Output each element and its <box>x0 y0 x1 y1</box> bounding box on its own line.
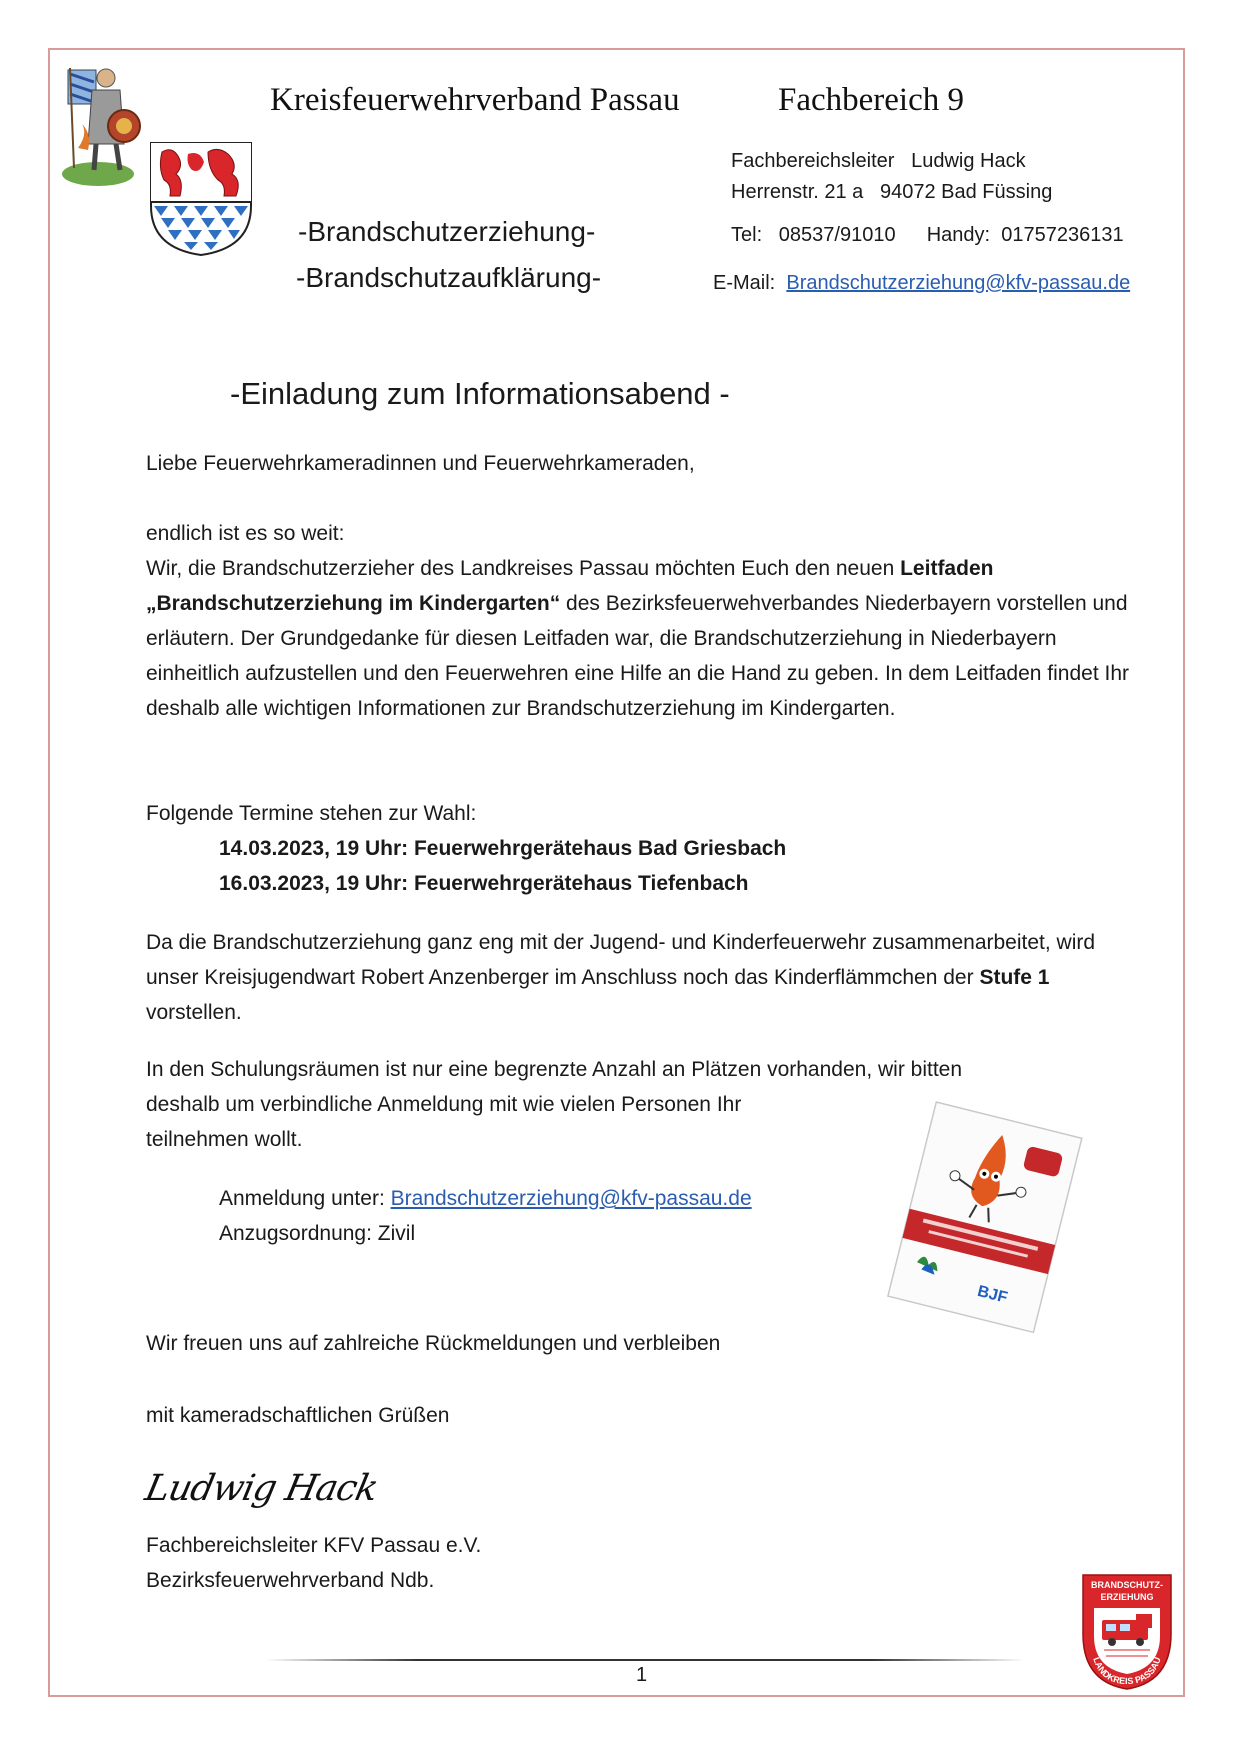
leader-name: Ludwig Hack <box>911 150 1026 172</box>
leader-label: Fachbereichsleiter <box>731 150 895 172</box>
dates-intro: Folgende Termine stehen zur Wahl: <box>146 802 477 825</box>
mobile-label: Handy: <box>926 224 991 246</box>
p2-bold-stufe: Stufe 1 <box>979 966 1050 989</box>
svg-text:BJF: BJF <box>975 1282 1010 1307</box>
p2-text-2: vorstellen. <box>146 1001 242 1024</box>
contact-email <box>713 272 1130 295</box>
p3-line-1: In den Schulungsräumen ist nur eine begrenzte Anzahl an Plätzen vorhanden, wir bitten <box>146 1058 963 1081</box>
p1-bold-title: „Brandschutzerziehung im Kindergarten“ <box>146 592 561 615</box>
closing-1: Wir freuen uns auf zahlreiche Rückmeldungen und verbleiben <box>146 1332 721 1355</box>
p1-bold-leitfaden: Leitfaden <box>900 557 994 580</box>
registration-line <box>219 1181 752 1216</box>
subtitle-brandschutzerziehung: -Brandschutzerziehung- <box>298 216 596 247</box>
page-number: 1 <box>636 1664 648 1686</box>
paragraph-leitfaden <box>146 551 1136 726</box>
email-label: E-Mail: <box>713 272 776 294</box>
subtitle-brandschutzaufklaerung: -Brandschutzaufklärung- <box>296 262 602 293</box>
letter-heading: -Einladung zum Informationsabend - <box>230 376 730 411</box>
email-link[interactable]: Brandschutzerziehung@kfv-passau.de <box>786 272 1131 294</box>
saint-florian-logo <box>58 64 150 190</box>
date-1: 14.03.2023, 19 Uhr: Feuerwehrgerätehaus Bad Griesbach <box>219 837 787 860</box>
p3-line-3: teilnehmen wollt. <box>146 1128 303 1151</box>
street: Herrenstr. 21 a <box>731 181 864 203</box>
guidebook-cover-image <box>870 1096 1090 1336</box>
handwritten-signature: Ludwig Hack <box>141 1468 382 1509</box>
contact-leader <box>731 150 1026 173</box>
closing-2: mit kameradschaftlichen Grüßen <box>146 1404 450 1427</box>
registration-label: Anmeldung unter: <box>219 1187 391 1210</box>
tel-number: 08537/91010 <box>778 224 896 246</box>
signature-title-2: Bezirksfeuerwehrverband Ndb. <box>146 1569 435 1592</box>
department-title: Fachbereich 9 <box>778 82 964 118</box>
badge-ring-text: LANDKREIS PASSAU <box>1091 1655 1163 1687</box>
brandschutzerziehung-badge <box>1080 1572 1174 1692</box>
coat-of-arms-passau <box>148 140 254 258</box>
tel-label: Tel: <box>731 224 763 246</box>
badge-top-2: ERZIEHUNG <box>1100 1592 1154 1602</box>
paragraph-kinderflaemmchen <box>146 925 1136 1030</box>
p1-text-1: Wir, die Brandschutzerzieher des Landkreises Passau möchten Euch den neuen <box>146 557 901 580</box>
mobile-number: 01757236131 <box>1001 224 1124 246</box>
contact-address <box>731 181 1052 204</box>
badge-top-1: BRANDSCHUTZ- <box>1091 1580 1163 1590</box>
contact-phone <box>731 224 1124 247</box>
p2-text-1: Da die Brandschutzerziehung ganz eng mit der Jugend- und Kinderfeuerwehr zusammenarbeitet, wird unser Kreisjugendwart Robert Anzenberger im Anschluss noch das Kinderflämmchen der <box>146 931 1096 989</box>
intro-line: endlich ist es so weit: <box>146 522 345 545</box>
registration-email-link[interactable]: Brandschutzerziehung@kfv-passau.de <box>390 1187 752 1210</box>
org-title: Kreisfeuerwehrverband Passau <box>270 82 680 118</box>
city: 94072 Bad Füssing <box>879 181 1053 203</box>
date-2: 16.03.2023, 19 Uhr: Feuerwehrgerätehaus Tiefenbach <box>219 872 749 895</box>
dress-code: Anzugsordnung: Zivil <box>219 1222 416 1245</box>
footer-rule <box>265 1659 1025 1661</box>
salutation: Liebe Feuerwehrkameradinnen und Feuerwehrkameraden, <box>146 452 695 475</box>
p1-text-2: des Bezirksfeuerwehverbandes Niederbayern vorstellen und erläutern. Der Grundgedanke für diesen Leitfaden war, die Brandschutzerziehung in Niederbayern einheitlich aufzustellen und den Feuerwehren eine Hilfe an die Hand zu geben. In dem Leitfaden findet Ihr deshalb alle wichtigen Informationen zur Brandschutzerziehung im Kindergarten. <box>146 592 1129 720</box>
signature-title-1: Fachbereichsleiter KFV Passau e.V. <box>146 1534 482 1557</box>
p3-line-2: deshalb um verbindliche Anmeldung mit wie vielen Personen Ihr <box>146 1093 742 1116</box>
